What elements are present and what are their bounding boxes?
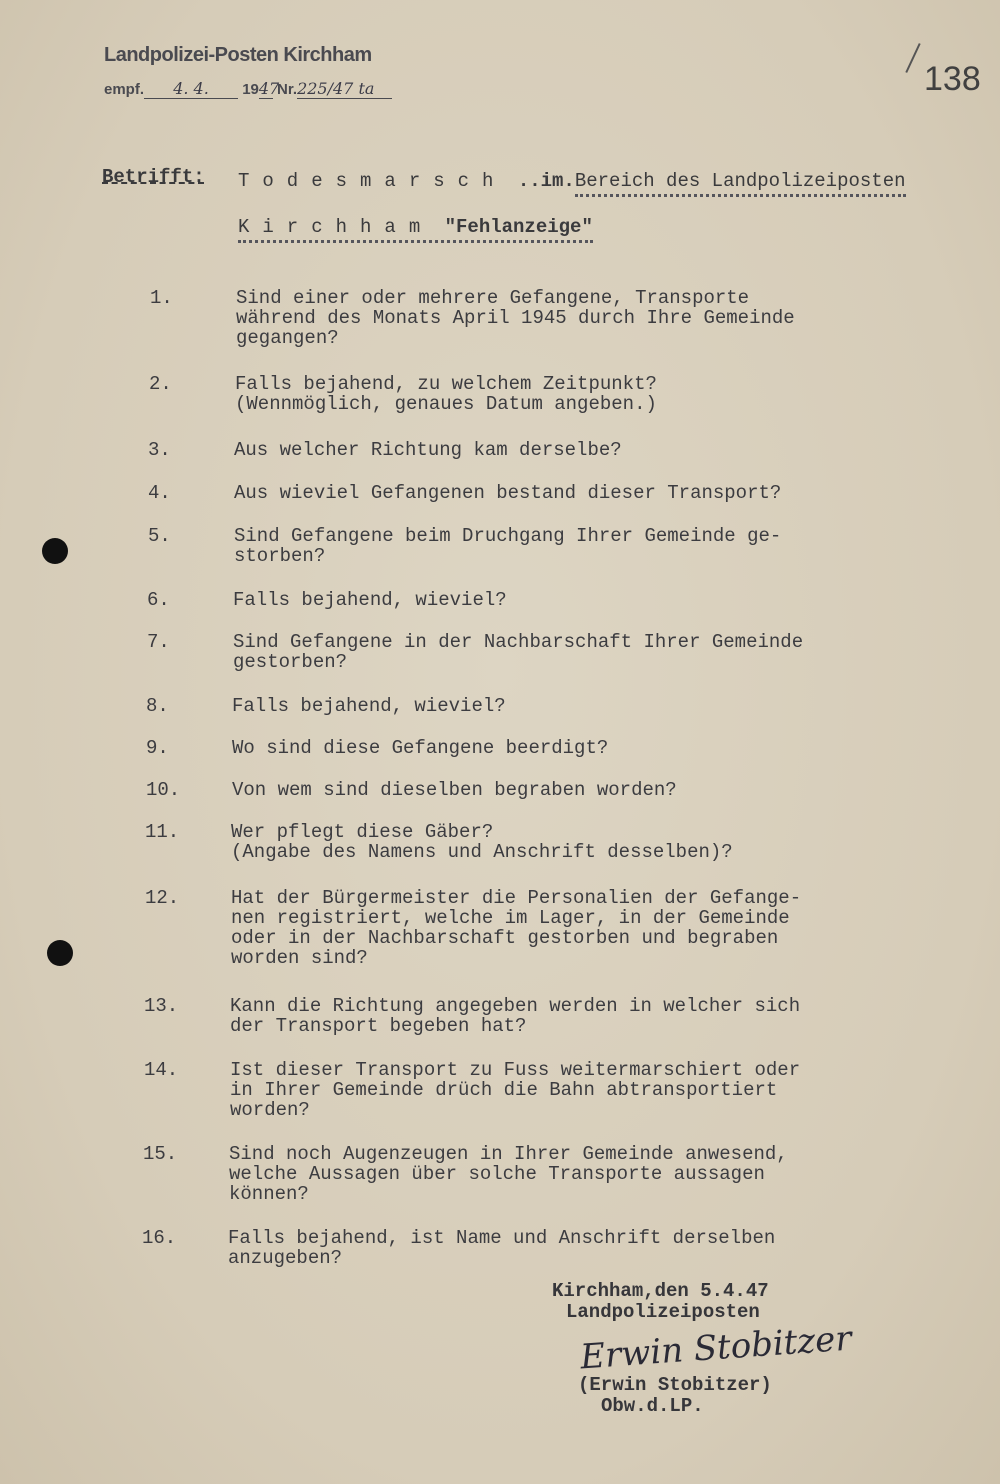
page-number: 138 bbox=[924, 60, 981, 98]
question-number: 13. bbox=[144, 995, 179, 1017]
question-number: 14. bbox=[144, 1059, 179, 1081]
question-number: 8. bbox=[146, 695, 169, 717]
question-item bbox=[144, 1059, 801, 1140]
subject-in: ..im. bbox=[506, 170, 575, 192]
question-text: Von wem sind dieselben begraben worden? bbox=[232, 779, 677, 801]
stamp-received-date: 4. 4. bbox=[144, 79, 238, 99]
closing-rank: Obw.d.LP. bbox=[601, 1395, 704, 1417]
question-number: 3. bbox=[148, 439, 171, 461]
stamp-year-value: 47 bbox=[258, 79, 280, 98]
handwritten-signature: Erwin Stobitzer bbox=[578, 1318, 853, 1378]
question-number: 1. bbox=[150, 287, 173, 309]
question-text: Sind noch Augenzeugen in Ihrer Gemeinde anwesend, welche Aussagen über solche Transporte aussagen können? bbox=[229, 1143, 788, 1205]
subject-todesmarsch: Todesmarsch bbox=[238, 170, 507, 192]
question-item bbox=[150, 287, 795, 368]
question-text: Kann die Richtung angegeben werden in welcher sich der Transport begeben hat? bbox=[230, 995, 801, 1037]
question-number: 12. bbox=[145, 887, 180, 909]
question-text: Wer pflegt diese Gäber? (Angabe des Namens und Anschrift desselben)? bbox=[231, 821, 733, 863]
page-tick-mark bbox=[905, 43, 920, 73]
question-item bbox=[145, 887, 802, 969]
subject-line-2 bbox=[238, 216, 593, 238]
question-text: Aus wieviel Gefangenen bestand dieser Transport? bbox=[234, 482, 782, 504]
question-number: 6. bbox=[147, 589, 170, 611]
question-text: Ist dieser Transport zu Fuss weitermarschiert oder in Ihrer Gemeinde drüch die Bahn abtransportiert worden? bbox=[230, 1059, 801, 1121]
question-text: Falls bejahend, wieviel? bbox=[233, 589, 507, 611]
punch-hole bbox=[42, 538, 68, 564]
question-text: Falls bejahend, ist Name und Anschrift derselben anzugeben? bbox=[228, 1227, 776, 1269]
question-text: Wo sind diese Gefangene beerdigt? bbox=[232, 737, 609, 759]
subject-kirchham: Kirchham bbox=[238, 216, 434, 238]
stamp-title: Landpolizei-Posten Kirchham bbox=[104, 44, 372, 66]
question-text: Sind Gefangene in der Nachbarschaft Ihrer Gemeinde gestorben? bbox=[233, 631, 804, 673]
question-number: 5. bbox=[148, 525, 171, 547]
stamp-nr-label: Nr. bbox=[277, 81, 298, 98]
subject-bereich: Bereich des Landpolizeiposten bbox=[575, 170, 906, 197]
question-text: Aus welcher Richtung kam derselbe? bbox=[234, 439, 622, 461]
question-text: Sind Gefangene beim Druchgang Ihrer Gemeinde ge- storben? bbox=[234, 525, 782, 567]
stamp-received-label: empf. bbox=[104, 81, 145, 98]
question-number: 4. bbox=[148, 482, 171, 504]
closing-office: Landpolizeiposten bbox=[566, 1301, 760, 1323]
question-number: 9. bbox=[146, 737, 169, 759]
closing-place-date: Kirchham,den 5.4.47 bbox=[552, 1280, 769, 1302]
question-number: 11. bbox=[145, 821, 180, 843]
question-item bbox=[143, 1143, 788, 1224]
question-number: 10. bbox=[146, 779, 181, 801]
stamp-year-label: 19 bbox=[242, 81, 259, 98]
question-number: 16. bbox=[142, 1227, 177, 1249]
question-number: 2. bbox=[149, 373, 172, 395]
question-text: Falls bejahend, wieviel? bbox=[232, 695, 506, 717]
stamp-nr-value: 225/47 ta bbox=[297, 79, 392, 99]
subject-fehlanzeige: "Fehlanzeige" bbox=[433, 216, 593, 238]
punch-hole bbox=[47, 940, 73, 966]
subject-label: Betrifft: bbox=[102, 166, 205, 188]
closing-name: (Erwin Stobitzer) bbox=[578, 1374, 772, 1396]
subject-line-1 bbox=[238, 170, 906, 192]
question-number: 7. bbox=[147, 631, 170, 653]
question-text: Falls bejahend, zu welchem Zeitpunkt? (Wennmöglich, genaues Datum angeben.) bbox=[235, 373, 657, 415]
question-number: 15. bbox=[143, 1143, 178, 1165]
receipt-stamp bbox=[104, 44, 392, 99]
stamp-received-line bbox=[104, 79, 392, 99]
question-text: Hat der Bürgermeister die Personalien der Gefange- nen registriert, welche im Lager, in der Gemeinde oder in der Nachbarschaft gestorben und begraben worden sind? bbox=[231, 887, 802, 969]
question-text: Sind einer oder mehrere Gefangene, Transporte während des Monats April 1945 durch Ihre Gemeinde gegangen? bbox=[236, 287, 795, 349]
